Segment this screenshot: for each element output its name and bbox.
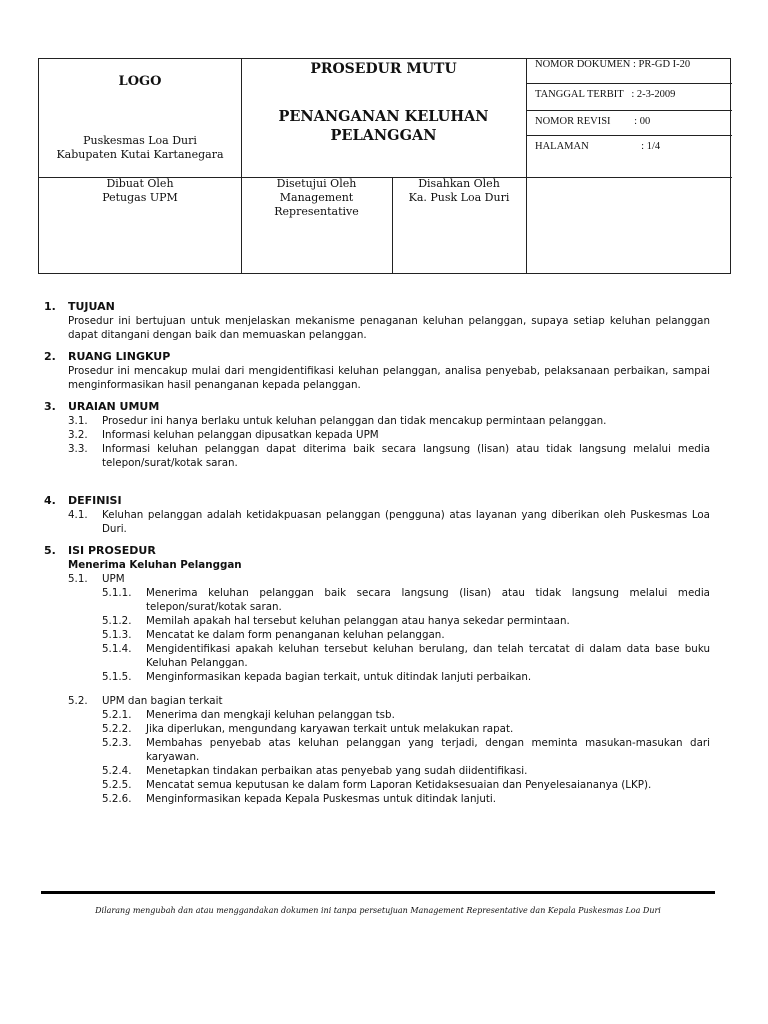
page-number: HALAMAN : 1/4 — [535, 141, 661, 152]
item-number: 3.1. — [68, 415, 88, 427]
document-header-table — [38, 58, 731, 274]
item-text: UPM dan bagian terkait — [102, 695, 223, 707]
list-item — [102, 736, 710, 764]
signature-ratified-by — [392, 177, 526, 205]
section-text: Prosedur ini bertujuan untuk menjelaskan mekanisme penaganan keluhan pelanggan, supaya setiap keluhan pelanggan dapat ditangani dengan baik dan memuaskan pelanggan. — [68, 315, 710, 341]
item-text: UPM — [102, 573, 125, 585]
header-divider — [241, 59, 242, 273]
document-body — [44, 300, 710, 814]
sig-line: Disahkan Oleh — [418, 177, 500, 190]
section-purpose — [44, 300, 710, 342]
footer-disclaimer: Dilarang mengubah dan atau menggandakan dokumen ini tanpa persetujuan Management Representative dan Kepala Puskesmas Loa Duri — [95, 906, 661, 915]
list-item — [102, 628, 710, 642]
section-title: DEFINISI — [68, 494, 122, 507]
title-line: PENANGANAN KELUHAN — [278, 108, 489, 125]
section-number: 4. — [44, 494, 56, 507]
section-definitions — [44, 494, 710, 536]
item-number: 5.2.2. — [102, 723, 132, 735]
item-text: Menerima keluhan pelanggan baik secara langsung (lisan) atau tidak langsung melalui media telepon/surat/kotak saran. — [146, 587, 710, 613]
organization-name — [39, 134, 241, 162]
list-item — [102, 586, 710, 614]
list-item — [102, 792, 710, 806]
list-item — [68, 414, 710, 428]
section-title: ISI PROSEDUR — [68, 544, 156, 557]
section-heading — [44, 350, 710, 364]
list-item — [102, 722, 710, 736]
title-line: PELANGGAN — [330, 127, 437, 144]
list-item — [102, 670, 710, 684]
header-divider — [526, 110, 732, 111]
section-number: 2. — [44, 350, 56, 363]
section-number: 3. — [44, 400, 56, 413]
document-title — [241, 107, 526, 145]
spacer — [44, 684, 710, 694]
signature-approved-by — [241, 177, 392, 219]
header-divider — [526, 83, 732, 84]
item-text: Keluhan pelanggan adalah ketidakpuasan pelanggan (pengguna) atas layanan yang diberikan oleh Puskesmas Loa Duri. — [102, 509, 710, 535]
issue-date: TANGGAL TERBIT : 2-3-2009 — [535, 89, 676, 100]
item-text: Menetapkan tindakan perbaikan atas penyebab yang sudah diidentifikasi. — [146, 765, 528, 777]
item-number: 5.1.5. — [102, 671, 132, 683]
header-divider — [526, 135, 732, 136]
item-number: 4.1. — [68, 509, 88, 521]
signature-prepared-by — [39, 177, 241, 205]
sig-line: Disetujui Oleh — [276, 177, 357, 190]
org-line: Kabupaten Kutai Kartanegara — [56, 148, 224, 161]
item-number: 5.2.1. — [102, 709, 132, 721]
item-number: 5.2.5. — [102, 779, 132, 791]
list-item — [102, 642, 710, 670]
item-number: 5.2. — [68, 695, 88, 707]
group-heading — [68, 572, 710, 586]
revision-number: NOMOR REVISI : 00 — [535, 116, 651, 127]
item-text: Mencatat semua keputusan ke dalam form Laporan Ketidaksesuaian dan Penyelesaiananya (LKP). — [146, 779, 652, 791]
document-number: NOMOR DOKUMEN : PR-GD I-20 — [535, 59, 691, 70]
list-item — [102, 708, 710, 722]
section-general — [44, 400, 710, 470]
section-scope — [44, 350, 710, 392]
document-type: PROSEDUR MUTU — [310, 61, 457, 77]
item-number: 5.1. — [68, 573, 88, 585]
section-title: URAIAN UMUM — [68, 400, 160, 413]
header-divider — [526, 59, 527, 273]
section-title: TUJUAN — [68, 300, 115, 313]
list-item — [102, 614, 710, 628]
item-number: 3.3. — [68, 443, 88, 455]
item-number: 5.2.3. — [102, 737, 132, 749]
sig-line: Representative — [274, 205, 359, 218]
footer-rule — [41, 891, 715, 894]
section-heading — [44, 544, 710, 558]
section-heading — [44, 400, 710, 414]
sig-line: Dibuat Oleh — [106, 177, 174, 190]
list-item — [68, 508, 710, 536]
item-text: Prosedur ini hanya berlaku untuk keluhan pelanggan dan tidak mencakup permintaan pelanggan. — [102, 415, 607, 427]
list-item — [68, 428, 710, 442]
item-text: Menginformasikan kepada Kepala Puskesmas untuk ditindak lanjuti. — [146, 793, 497, 805]
list-item — [102, 764, 710, 778]
item-text: Memilah apakah hal tersebut keluhan pelanggan atau hanya sekedar permintaan. — [146, 615, 570, 627]
section-text: Prosedur ini mencakup mulai dari mengidentifikasi keluhan pelanggan, analisa penyebab, pelaksanaan perbaikan, sampai menginformasikan hasil penanganan kepada pelanggan. — [68, 365, 710, 391]
sig-line: Management — [279, 191, 354, 204]
item-number: 5.2.4. — [102, 765, 132, 777]
item-text: Informasi keluhan pelanggan dipusatkan kepada UPM — [102, 429, 379, 441]
item-number: 5.2.6. — [102, 793, 132, 805]
sig-line: Ka. Pusk Loa Duri — [408, 191, 510, 204]
org-line: Puskesmas Loa Duri — [83, 134, 197, 147]
list-item — [102, 778, 710, 792]
item-number: 5.1.4. — [102, 643, 132, 655]
item-text: Menginformasikan kepada bagian terkait, untuk ditindak lanjuti perbaikan. — [146, 671, 532, 683]
section-heading — [44, 300, 710, 314]
item-number: 5.1.1. — [102, 587, 132, 599]
item-text: Informasi keluhan pelanggan dapat diterima baik secara langsung (lisan) atau tidak langsung melalui media telepon/surat/kotak saran. — [102, 443, 710, 469]
section-number: 5. — [44, 544, 56, 557]
subsection-title: Menerima Keluhan Pelanggan — [68, 559, 242, 571]
item-number: 5.1.3. — [102, 629, 132, 641]
item-text: Mengidentifikasi apakah keluhan tersebut keluhan berulang, dan telah tercatat di dalam data base buku Keluhan Pelanggan. — [146, 643, 710, 669]
list-item — [68, 442, 710, 470]
item-text: Menerima dan mengkaji keluhan pelanggan tsb. — [146, 709, 395, 721]
item-text: Mencatat ke dalam form penanganan keluhan pelanggan. — [146, 629, 445, 641]
section-title: RUANG LINGKUP — [68, 350, 171, 363]
group-heading — [68, 694, 710, 708]
item-number: 5.1.2. — [102, 615, 132, 627]
logo-placeholder: LOGO — [118, 74, 162, 89]
section-heading — [44, 494, 710, 508]
section-procedure — [44, 544, 710, 806]
section-number: 1. — [44, 300, 56, 313]
item-text: Jika diperlukan, mengundang karyawan terkait untuk melakukan rapat. — [146, 723, 514, 735]
sig-line: Petugas UPM — [102, 191, 178, 204]
item-text: Membahas penyebab atas keluhan pelanggan yang terjadi, dengan meminta masukan-masukan dari karyawan. — [146, 737, 710, 763]
item-number: 3.2. — [68, 429, 88, 441]
